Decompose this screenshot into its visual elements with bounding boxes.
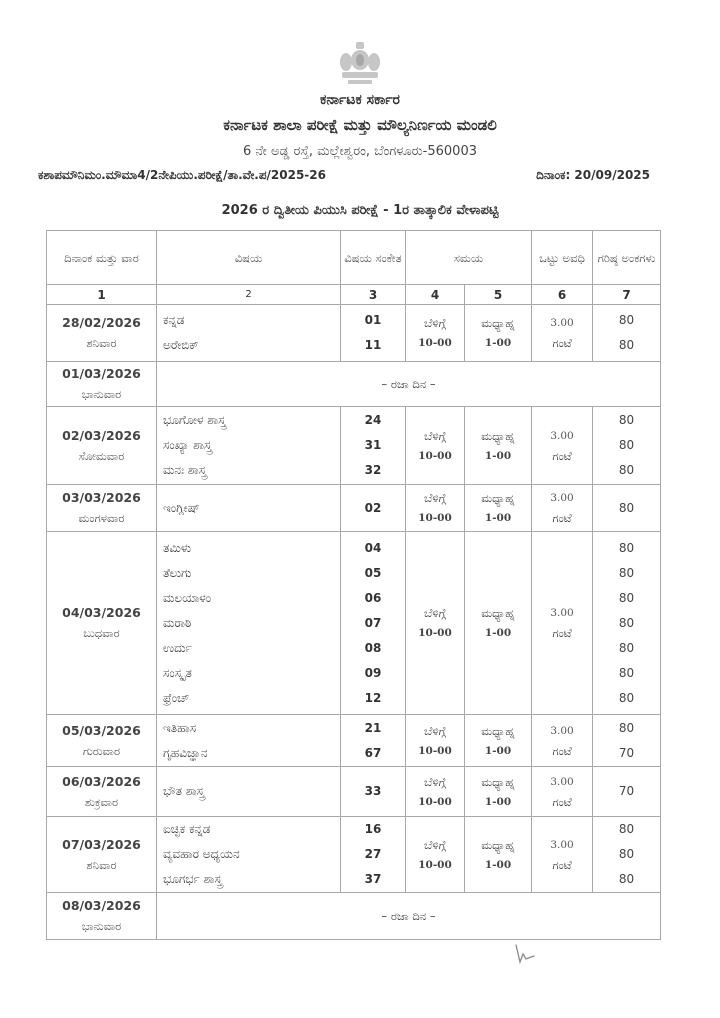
subject-code: 24: [364, 413, 382, 427]
duration-unit: ಗಂಟೆ: [552, 743, 572, 758]
subject-code: 11: [364, 338, 382, 352]
exam-date: 04/03/2026: [62, 605, 141, 620]
duration-unit: ಗಂಟೆ: [552, 794, 572, 809]
exam-weekday: ಶನಿವಾರ: [86, 336, 117, 350]
duration-cell: [532, 532, 593, 715]
subject-name: ಫ್ರೆಂಚ್: [163, 690, 190, 705]
end-time-cell: [465, 817, 532, 893]
end-time-label: ಮಧ್ಯಾಹ್ನ: [481, 837, 515, 852]
duration-unit: ಗಂಟೆ: [552, 511, 572, 525]
date-day-cell: [47, 305, 157, 362]
exam-weekday: ಗುರುವಾರ: [82, 743, 121, 758]
table-header-row: [47, 231, 661, 285]
max-marks: 80: [618, 313, 635, 327]
subject-code: 09: [364, 665, 382, 680]
header-duration: ಒಟ್ಟು ಅವಧಿ: [532, 231, 593, 285]
date-day-cell: [47, 715, 157, 767]
end-time-label: ಮಧ್ಯಾಹ್ನ: [481, 316, 515, 330]
max-marks: 80: [618, 720, 635, 735]
subject-code: 67: [364, 745, 382, 760]
subject-name: ಉರ್ದು: [163, 640, 192, 655]
table-row: [47, 305, 661, 362]
marks-cell: [593, 767, 661, 817]
max-marks: 80: [618, 640, 635, 655]
subject-name: ತೆಲುಗು: [163, 565, 192, 580]
date-day-cell: [47, 767, 157, 817]
end-time-cell: [465, 407, 532, 485]
timetable-body: [47, 305, 661, 940]
subject-code: 01: [364, 313, 382, 327]
subject-name: ಅರೇಬಿಕ್: [163, 338, 199, 352]
max-marks: 80: [618, 338, 635, 352]
end-time-value: 1-00: [484, 627, 512, 639]
subject-code: 33: [364, 784, 382, 798]
subject-cell: [157, 407, 341, 485]
end-time-cell: [465, 532, 532, 715]
table-row: [47, 817, 661, 893]
board-address: 6 ನೇ ಅಡ್ಡ ರಸ್ತೆ, ಮಲ್ಲೇಶ್ವರಂ, ಬೆಂಗಳೂರು-560003: [243, 144, 477, 159]
end-time-label: ಮಧ್ಯಾಹ್ನ: [481, 606, 515, 620]
start-time-cell: [406, 767, 465, 817]
subject-name: ಇತಿಹಾಸ: [163, 720, 197, 735]
exam-date: 02/03/2026: [62, 427, 141, 443]
end-time-cell: [465, 485, 532, 532]
start-time-label: ಬೆಳಿಗ್ಗೆ: [424, 774, 446, 789]
subject-name: ಮನಃ ಶಾಸ್ತ್ರ: [163, 463, 207, 477]
end-time-value: 1-00: [484, 449, 512, 462]
document-title: 2026 ರ ದ್ವಿತೀಯ ಪಿಯುಸಿ ಪರೀಕ್ಷೆ - 1ರ ತಾತ್ಕಾಲಿಕ ವೇಳಾಪಟ್ಟಿ: [221, 203, 499, 218]
subject-cell: [157, 305, 341, 362]
end-time-cell: [465, 715, 532, 767]
date-day-cell: [47, 485, 157, 532]
subject-name: ವ್ಯವಹಾರ ಅಧ್ಯಯನ: [163, 847, 240, 861]
end-time-label: ಮಧ್ಯಾಹ್ನ: [481, 428, 515, 443]
max-marks: 80: [618, 540, 635, 555]
end-time-cell: [465, 305, 532, 362]
marks-cell: [593, 817, 661, 893]
exam-weekday: ಭಾನುವಾರ: [81, 387, 122, 401]
subject-code: 05: [364, 565, 382, 580]
code-cell: [341, 767, 406, 817]
column-number: 2: [157, 285, 341, 305]
subject-cell: [157, 485, 341, 532]
header-time: ಸಮಯ: [406, 231, 532, 285]
marks-cell: [593, 485, 661, 532]
exam-date: 01/03/2026: [62, 366, 141, 381]
subject-code: 06: [364, 590, 382, 605]
table-row: [47, 532, 661, 715]
max-marks: 80: [618, 665, 635, 680]
signature-mark-icon: [512, 942, 542, 966]
subject-name: ಭೂಗರ್ಭ ಶಾಸ್ತ್ರ: [163, 872, 223, 886]
code-cell: [341, 407, 406, 485]
start-time-label: ಬೆಳಿಗ್ಗೆ: [424, 606, 446, 620]
start-time-cell: [406, 532, 465, 715]
government-name: ಕರ್ನಾಟಕ ಸರ್ಕಾರ: [320, 92, 400, 108]
end-time-value: 1-00: [484, 795, 512, 808]
exam-timetable: [46, 230, 661, 940]
exam-weekday: ಸೋಮವಾರ: [78, 448, 125, 463]
end-time-cell: [465, 767, 532, 817]
header-code: ವಿಷಯ ಸಂಕೇತ: [341, 231, 406, 285]
subject-name: ಸಂಸ್ಕೃತ: [163, 665, 192, 680]
subject-code: 31: [364, 438, 382, 452]
exam-date: 03/03/2026: [62, 490, 141, 505]
table-row: [47, 407, 661, 485]
max-marks: 80: [618, 590, 635, 605]
date-day-cell: [47, 407, 157, 485]
duration-cell: [532, 485, 593, 532]
subject-code: 21: [364, 720, 382, 735]
start-time-cell: [406, 305, 465, 362]
subject-code: 16: [364, 822, 382, 836]
exam-weekday: ಭಾನುವಾರ: [81, 919, 122, 933]
exam-date: 28/02/2026: [62, 315, 141, 330]
max-marks: 80: [618, 463, 635, 477]
max-marks: 80: [618, 615, 635, 630]
exam-date: 08/03/2026: [62, 898, 141, 913]
exam-weekday: ಶುಕ್ರವಾರ: [84, 794, 119, 809]
start-time-value: 10-00: [418, 795, 452, 808]
subject-code: 07: [364, 615, 382, 630]
subject-code: 32: [364, 463, 382, 477]
subject-cell: [157, 817, 341, 893]
table-row: [47, 893, 661, 940]
column-number-row: [47, 285, 661, 305]
header-max-marks: ಗರಿಷ್ಠ ಅಂಕಗಳು: [593, 231, 661, 285]
start-time-value: 10-00: [418, 512, 452, 524]
subject-code: 27: [364, 847, 382, 861]
subject-name: ತಮಿಳು: [163, 540, 192, 555]
duration-unit: ಗಂಟೆ: [552, 626, 572, 640]
column-number: 3: [341, 285, 406, 305]
duration-cell: [532, 305, 593, 362]
marks-cell: [593, 305, 661, 362]
start-time-label: ಬೆಳಿಗ್ಗೆ: [424, 428, 446, 443]
marks-cell: [593, 715, 661, 767]
subject-code: 04: [364, 540, 382, 555]
subject-name: ಭೌತ ಶಾಸ್ತ್ರ: [163, 784, 205, 798]
code-cell: [341, 485, 406, 532]
duration-value: 3.00: [550, 724, 574, 737]
subject-name: ಇಂಗ್ಲೀಷ್: [163, 500, 200, 515]
issue-date: ದಿನಾಂಕ: 20/09/2025: [536, 168, 650, 182]
duration-value: 3.00: [550, 775, 574, 788]
start-time-cell: [406, 715, 465, 767]
start-time-value: 10-00: [418, 449, 452, 462]
column-number: 5: [465, 285, 532, 305]
duration-unit: ಗಂಟೆ: [552, 448, 572, 463]
code-cell: [341, 817, 406, 893]
duration-cell: [532, 817, 593, 893]
end-time-label: ಮಧ್ಯಾಹ್ನ: [481, 491, 515, 505]
duration-value: 3.00: [550, 429, 574, 442]
column-number: 1: [47, 285, 157, 305]
max-marks: 80: [618, 847, 635, 861]
subject-name: ಮಲಯಾಳಂ: [163, 590, 212, 605]
start-time-label: ಬೆಳಿಗ್ಗೆ: [424, 491, 446, 505]
max-marks: 80: [618, 872, 635, 886]
column-number: 7: [593, 285, 661, 305]
end-time-value: 1-00: [484, 337, 512, 349]
duration-cell: [532, 715, 593, 767]
code-cell: [341, 305, 406, 362]
code-cell: [341, 532, 406, 715]
duration-value: 3.00: [550, 492, 574, 504]
duration-value: 3.00: [550, 607, 574, 619]
table-row: [47, 715, 661, 767]
exam-date: 05/03/2026: [62, 722, 141, 738]
exam-weekday: ಮಂಗಳವಾರ: [78, 511, 125, 525]
header-date-day: ದಿನಾಂಕ ಮತ್ತು ವಾರ: [47, 231, 157, 285]
holiday-cell: – ರಜಾ ದಿನ –: [157, 362, 661, 407]
start-time-cell: [406, 817, 465, 893]
start-time-cell: [406, 407, 465, 485]
code-cell: [341, 715, 406, 767]
karnataka-emblem-icon: [334, 40, 386, 88]
duration-cell: [532, 407, 593, 485]
end-time-label: ಮಧ್ಯಾಹ್ನ: [481, 723, 515, 738]
duration-cell: [532, 767, 593, 817]
table-row: [47, 767, 661, 817]
duration-unit: ಗಂಟೆ: [552, 336, 572, 350]
date-day-cell: [47, 532, 157, 715]
subject-cell: [157, 715, 341, 767]
subject-name: ಮರಾಠಿ: [163, 615, 192, 630]
subject-code: 08: [364, 640, 382, 655]
date-day-cell: [47, 362, 157, 407]
duration-value: 3.00: [550, 317, 574, 329]
subject-name: ಗೃಹವಿಜ್ಞಾನ: [163, 745, 208, 760]
max-marks: 80: [618, 690, 635, 705]
subject-code: 12: [364, 690, 382, 705]
marks-cell: [593, 407, 661, 485]
board-name: ಕರ್ನಾಟಕ ಶಾಲಾ ಪರೀಕ್ಷೆ ಮತ್ತು ಮೌಲ್ಯನಿರ್ಣಯ ಮಂಡಲಿ: [223, 116, 497, 134]
start-time-value: 10-00: [418, 627, 452, 639]
start-time-value: 10-00: [418, 337, 452, 349]
max-marks: 80: [618, 822, 635, 836]
exam-date: 07/03/2026: [62, 836, 141, 852]
date-day-cell: [47, 893, 157, 940]
subject-code: 37: [364, 872, 382, 886]
end-time-value: 1-00: [484, 744, 512, 757]
header-subject: ವಿಷಯ: [157, 231, 341, 285]
subject-code: 02: [364, 500, 382, 515]
end-time-value: 1-00: [484, 858, 512, 871]
duration-value: 3.00: [550, 838, 574, 851]
subject-name: ಭೂಗೋಳ ಶಾಸ್ತ್ರ: [163, 413, 226, 427]
max-marks: 80: [618, 565, 635, 580]
start-time-cell: [406, 485, 465, 532]
start-time-label: ಬೆಳಿಗ್ಗೆ: [424, 723, 446, 738]
max-marks: 80: [618, 413, 635, 427]
max-marks: 80: [618, 438, 635, 452]
column-number: 4: [406, 285, 465, 305]
subject-name: ಕನ್ನಡ: [163, 313, 185, 327]
duration-unit: ಗಂಟೆ: [552, 857, 572, 872]
reference-number: ಕಶಾಪಮೌನಿಮಂ.ಮೌಮಾ4/2ನೇಪಿಯು.ಪರೀಕ್ಷೆ/ತಾ.ವೇ.ಪ/2025-26: [38, 168, 326, 182]
start-time-label: ಬೆಳಿಗ್ಗೆ: [424, 316, 446, 330]
holiday-cell: – ರಜಾ ದಿನ –: [157, 893, 661, 940]
subject-cell: [157, 767, 341, 817]
max-marks: 80: [618, 500, 635, 515]
end-time-value: 1-00: [484, 512, 512, 524]
subject-name: ಐಚ್ಛಿಕ ಕನ್ನಡ: [163, 822, 211, 836]
subject-name: ಸಂಖ್ಯಾ ಶಾಸ್ತ್ರ: [163, 438, 212, 452]
exam-weekday: ಬುಧವಾರ: [83, 626, 120, 640]
end-time-label: ಮಧ್ಯಾಹ್ನ: [481, 774, 515, 789]
start-time-label: ಬೆಳಿಗ್ಗೆ: [424, 837, 446, 852]
exam-weekday: ಶನಿವಾರ: [86, 857, 117, 872]
start-time-value: 10-00: [418, 858, 452, 871]
exam-date: 06/03/2026: [62, 773, 141, 789]
max-marks: 70: [618, 784, 635, 798]
table-row: [47, 362, 661, 407]
start-time-value: 10-00: [418, 744, 452, 757]
date-day-cell: [47, 817, 157, 893]
column-number: 6: [532, 285, 593, 305]
marks-cell: [593, 532, 661, 715]
subject-cell: [157, 532, 341, 715]
max-marks: 70: [618, 745, 635, 760]
table-row: [47, 485, 661, 532]
